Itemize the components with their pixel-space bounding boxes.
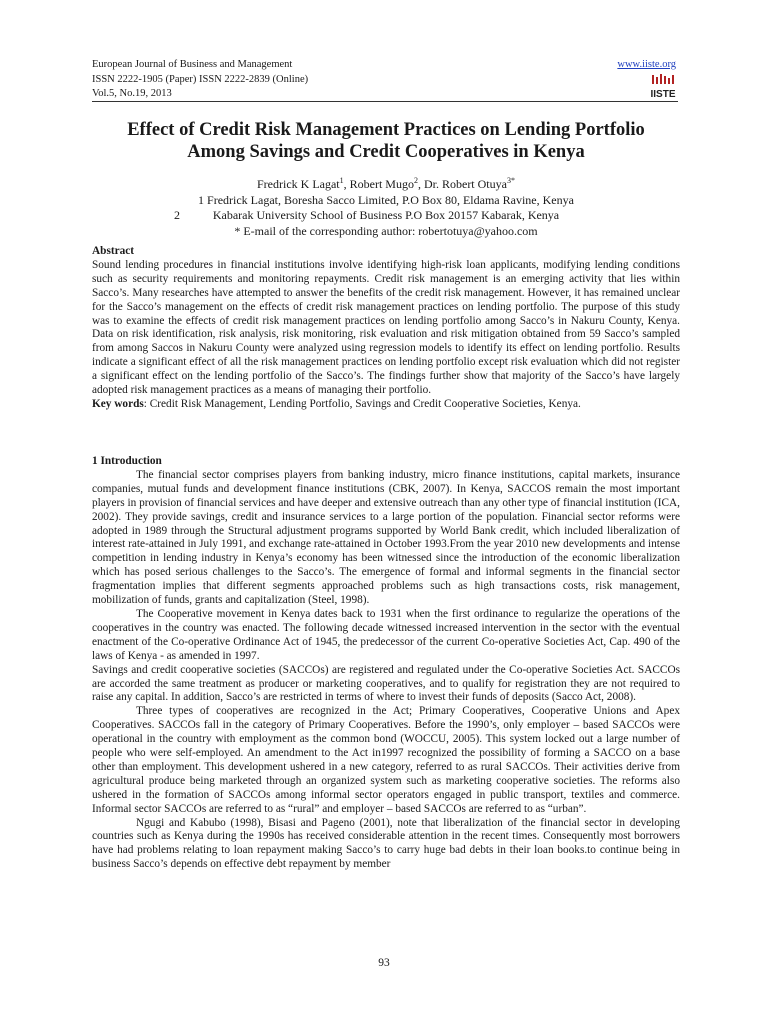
author-3: , Dr. Robert Otuya (417, 177, 507, 191)
author-3-sup: 3* (506, 176, 515, 185)
abstract-text: Sound lending procedures in financial institutions involve identifying high-risk loan applicants, modifying lending conditions such as security requirements and monitoring repayments. Credit risk management is an emerging activity that lies within Sacco’s. Many researches have attempted to answer the benefits of the credit risk management. However, it has remained unclear for the Sacco’s management on the effects of credit risk management practices on lending portfolio. The purpose of this study was to examine the effects of credit risk management practices on lending portfolio among Sacco’s in Nakuru County, Kenya. Data on risk identification, risk analysis, risk monitoring, risk evaluation and risk mitigation obtained from 59 Sacco’s sampled from among Saccos in Nakuru County were analyzed using regression models to identify its effect on lending portfolio. Results indicate a significant effect of all the risk management practices on lending portfolio except risk evaluation which did not register a significant effect on the lending portfolio of the Sacco’s. The findings further show that majority of the Sacco’s have largely adopted risk management practices as a means of managing their portfolio. (92, 258, 680, 397)
affiliation-2-number: 2 (174, 208, 180, 222)
abstract-heading: Abstract (92, 245, 135, 257)
intro-paragraph-4: Three types of cooperatives are recognized in the Act; Primary Cooperatives, Cooperative Unions and Apex Cooperatives. SACCOs fall in the category of Primary Cooperatives. Before the 1990’s, only employer – based SACCOs were operational in the country with employment as the common bond (WOCCU, 2005). This system locked out a large number of people who were self-employed. An amendment to the Act in1997 recognized the possibility of forming a SACCO on a base other than employment. This development ushered in a new category, referred to as rural SACCOs. Their activities derive from agricultural produce being marketed through an organized system such as marketing cooperative societies. The reforms also ushered in the formation of SACCOs among informal sector operators engaged in public transport, textiles and commerce. Informal sector SACCOs are referred to as “rural” and employer – based SACCOs are referred to as “urban”. (92, 705, 680, 815)
intro-paragraph-2: The Cooperative movement in Kenya dates back to 1931 when the first ordinance to regularize the operations of the cooperatives in the country was enacted. The following decade witnessed increased intervention in the sector with the eventual enactment of the Co-operative Ordinance Act of 1945, the predecessor of the current Co-operative Societies Act, Cap. 490 of the laws of Kenya - as amended in 1997. (92, 607, 680, 662)
corresponding-email: * E-mail of the corresponding author: robertotuya@yahoo.com (234, 223, 538, 238)
keywords-line (92, 398, 680, 412)
issn-line: ISSN 2222-1905 (Paper) ISSN 2222-2839 (Online) (92, 73, 309, 85)
iiste-logo (649, 74, 677, 100)
keywords-label: Key words (92, 397, 144, 410)
website-link[interactable]: www.iiste.org (617, 59, 676, 70)
journal-name: European Journal of Business and Management (92, 59, 293, 70)
author-1: Fredrick K Lagat (257, 177, 340, 191)
title-line-2: Among Savings and Credit Cooperatives in Kenya (187, 142, 585, 162)
intro-paragraph-1: The financial sector comprises players from banking industry, micro finance institutions, capital markets, insurance companies, mutual funds and development finance institutions (CBK, 2007). In Kenya, SACCOS remain the most important players in provision of financial services and have deeper and extensive outreach than any other type of financial institution (ICA, 2002). They provide savings, credit and insurance services to a large portion of the population. Financial sector reforms were adopted in 1989 through the Structural adjustment programs supported by World Bank credit, which included liberalization of interest rate-attained in July 1991, and exchange rate-attained in October 1993.From the year 2010 new developments and intense competition in lending industry in Kenya’s economy has been witnessed since the introduction of the economic liberalization which has posed serious challenges to the Sacco’s. The emergence of formal and informal segments in the financial sector fragmentation implies that different segments approached problems such as high transactions costs, risk management, mobilization of funds, grants and capitalization (Steel, 1998). (92, 468, 680, 607)
author-1-sup: 1 (339, 176, 344, 185)
volume-line: Vol.5, No.19, 2013 (92, 88, 172, 99)
page-number: 93 (378, 957, 390, 969)
author-2: , Robert Mugo (343, 177, 414, 191)
affiliation-1: 1 Fredrick Lagat, Boresha Sacco Limited, P.O Box 80, Eldama Ravine, Kenya (198, 192, 574, 207)
keywords-text: : Credit Risk Management, Lending Portfolio, Savings and Credit Cooperative Societies, Kenya. (143, 397, 581, 410)
introduction-section (92, 455, 680, 872)
abstract-section (92, 245, 680, 412)
author-names (92, 173, 680, 193)
header-divider (92, 101, 678, 102)
introduction-heading: 1 Introduction (92, 455, 162, 467)
author-block (92, 173, 680, 239)
title-line-1: Effect of Credit Risk Management Practices on Lending Portfolio (127, 120, 645, 140)
intro-paragraph-3: Savings and credit cooperative societies (SACCOs) are registered and regulated under the Co-operative Societies Act. SACCOs are accorded the same treatment as producer or marketing cooperatives, and to qualify for registration they are not required to raise any capital. In addition, Sacco’s are restricted in terms of where to invest their funds of deposits (Sacco Act, 2008). (92, 663, 680, 704)
intro-paragraph-5: Ngugi and Kabubo (1998), Bisasi and Pageno (2001), note that liberalization of the financial sector in developing countries such as Kenya during the 1990s has received considerable attention in the recent times. Consequently most borrowers have had problems relating to loan repayment making Sacco’s to carry huge bad debts in their loan books.to continue being in business Sacco’s depends on effective debt repayment by member (92, 816, 680, 871)
affiliation-2-text: Kabarak University School of Business P.O Box 20157 Kabarak, Kenya (212, 208, 560, 222)
affiliation-2 (92, 208, 680, 224)
author-2-sup: 2 (413, 176, 418, 185)
journal-header (92, 58, 680, 102)
paper-title (92, 119, 680, 163)
svg-text:IISTE: IISTE (650, 89, 676, 100)
